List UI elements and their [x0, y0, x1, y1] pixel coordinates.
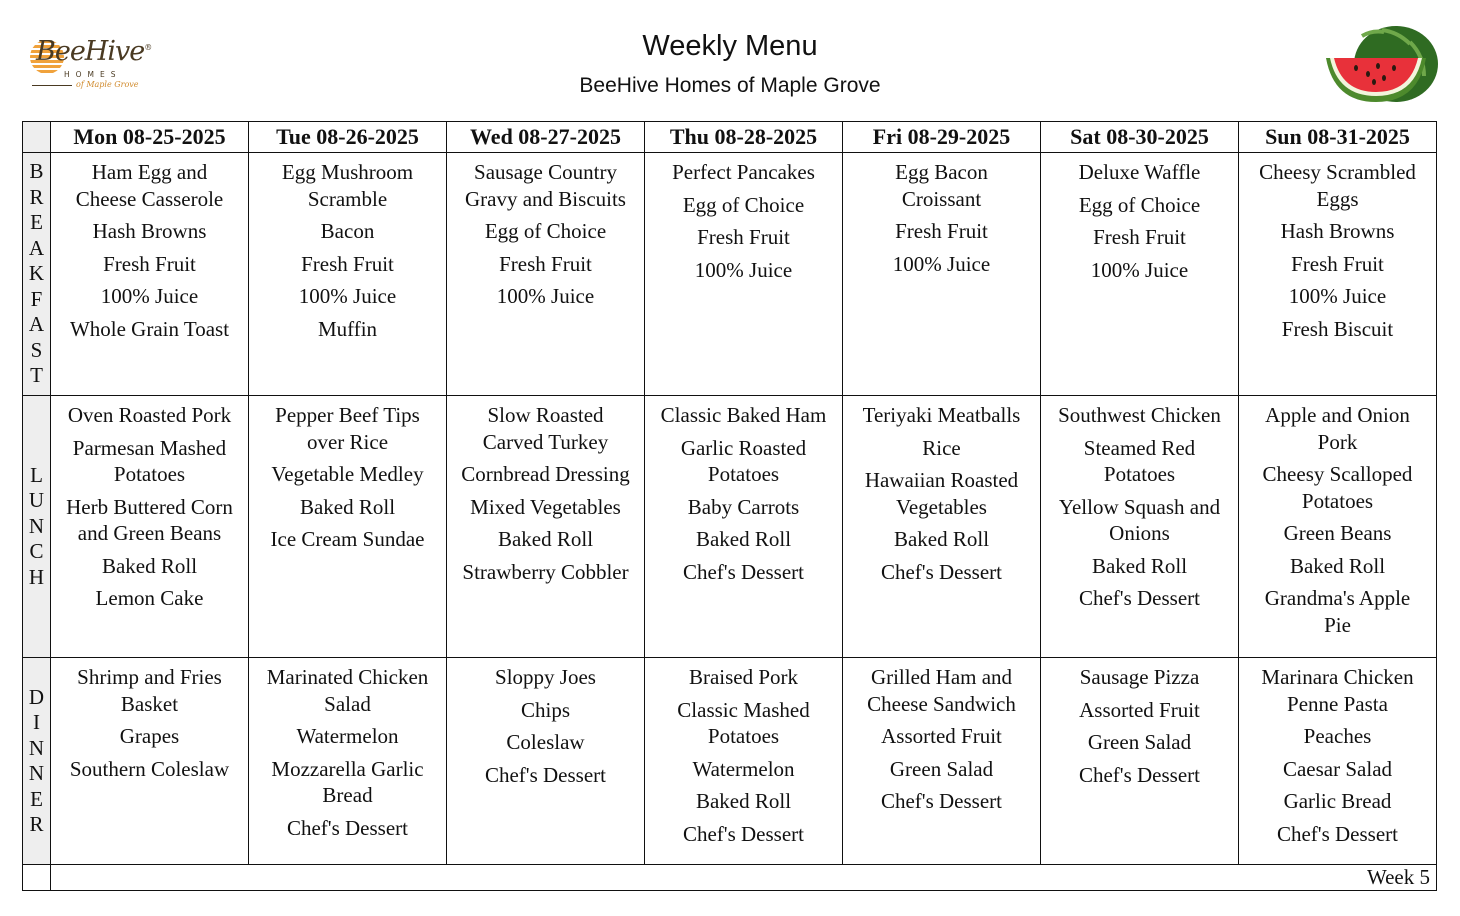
day-header-row: [23, 122, 1437, 153]
menu-cell: [843, 658, 1041, 865]
menu-cell: [51, 658, 249, 865]
menu-item: Garlic Bread: [1283, 789, 1392, 814]
menu-cell: [1041, 396, 1239, 658]
menu-item: Rice: [922, 435, 961, 460]
page-subtitle: BeeHive Homes of Maple Grove: [579, 74, 881, 97]
menu-item: Egg Bacon Croissant: [895, 160, 988, 211]
menu-cell: [249, 153, 447, 396]
menu-cell: [1041, 658, 1239, 865]
menu-item: Hash Browns: [1280, 219, 1395, 243]
menu-item: Oven Roasted Pork: [67, 403, 232, 428]
menu-item: Baked Roll: [1289, 553, 1386, 578]
watermelon-icon: [1322, 22, 1440, 106]
menu-item: Baked Roll: [101, 553, 198, 578]
menu-cell: [843, 153, 1041, 396]
menu-cell: [1239, 658, 1437, 865]
menu-item: Fresh Fruit: [499, 251, 592, 276]
menu-item: Grilled Ham and Cheese Sandwich: [867, 665, 1016, 716]
menu-item: 100% Juice: [1090, 257, 1189, 282]
menu-item: Watermelon: [692, 756, 795, 781]
logo-homes: HOMES: [64, 70, 122, 79]
menu-item: Chips: [520, 697, 570, 722]
menu-item: Fresh Fruit: [1291, 251, 1384, 276]
menu-item: Fresh Fruit: [1093, 225, 1186, 249]
menu-item: Hash Browns: [92, 219, 207, 243]
menu-item: Egg of Choice: [1078, 192, 1201, 217]
meal-row: [23, 396, 1437, 658]
menu-item: 100% Juice: [100, 284, 199, 308]
menu-item: Teriyaki Meatballs: [862, 403, 1021, 428]
menu-cell: [249, 396, 447, 658]
menu-item: Chef's Dessert: [682, 559, 804, 584]
menu-item: Marinara Chicken Penne Pasta: [1261, 665, 1414, 716]
menu-item: Mozzarella Garlic Bread: [271, 756, 424, 808]
menu-item: Marinated Chicken Salad: [266, 665, 429, 716]
menu-item: Yellow Squash and Onions: [1058, 494, 1221, 546]
menu-item: Baked Roll: [695, 527, 792, 552]
menu-item: Slow Roasted Carved Turkey: [482, 403, 609, 454]
meal-row: [23, 658, 1437, 865]
day-header: Wed 08-27-2025: [447, 122, 645, 153]
logo-brand: BeeHive®: [36, 36, 152, 67]
menu-item: Baked Roll: [893, 527, 990, 552]
logo-location: of Maple Grove: [32, 80, 139, 89]
menu-item: Garlic Roasted Potatoes: [680, 435, 807, 487]
meal-row: [23, 153, 1437, 396]
day-header: Sun 08-31-2025: [1239, 122, 1437, 153]
menu-cell: [645, 396, 843, 658]
menu-cell: [249, 658, 447, 865]
menu-item: Cornbread Dressing: [461, 462, 630, 487]
menu-item: Baked Roll: [695, 789, 792, 814]
menu-cell: [447, 153, 645, 396]
meal-label: D I N N E R: [23, 658, 51, 865]
menu-item: Ham Egg and Cheese Casserole: [75, 160, 224, 211]
menu-item: Assorted Fruit: [1079, 697, 1200, 722]
menu-item: Green Salad: [1087, 730, 1192, 755]
menu-item: Fresh Biscuit: [1281, 316, 1394, 341]
menu-item: Fresh Fruit: [895, 219, 988, 243]
menu-item: Sloppy Joes: [495, 665, 596, 690]
menu-item: Cheesy Scalloped Potatoes: [1262, 462, 1413, 513]
menu-item: Braised Pork: [688, 665, 799, 690]
menu-item: Baked Roll: [1091, 553, 1188, 578]
menu-item: Whole Grain Toast: [69, 316, 230, 341]
menu-cell: [447, 396, 645, 658]
footer-left-cell: [23, 865, 51, 891]
day-header: Sat 08-30-2025: [1041, 122, 1239, 153]
menu-item: Chef's Dessert: [880, 559, 1002, 584]
menu-item: Steamed Red Potatoes: [1083, 435, 1196, 487]
meal-label: B R E A K F A S T: [23, 153, 51, 396]
day-header: Mon 08-25-2025: [51, 122, 249, 153]
menu-item: Mixed Vegetables: [470, 494, 621, 519]
menu-item: Hawaiian Roasted Vegetables: [864, 468, 1019, 519]
menu-item: Pepper Beef Tips over Rice: [275, 403, 420, 454]
menu-item: Chef's Dessert: [484, 762, 606, 787]
menu-item: Egg of Choice: [484, 219, 607, 243]
menu-item: Lemon Cake: [95, 586, 204, 611]
menu-item: Strawberry Cobbler: [462, 559, 629, 584]
menu-item: Chef's Dessert: [1078, 586, 1200, 611]
menu-cell: [645, 658, 843, 865]
weekly-menu-table: [22, 121, 1437, 891]
menu-item: Muffin: [317, 316, 378, 341]
menu-cell: [645, 153, 843, 396]
menu-item: Watermelon: [296, 724, 399, 749]
menu-item: Cheesy Scrambled Eggs: [1259, 160, 1416, 211]
menu-item: 100% Juice: [298, 284, 397, 308]
menu-item: Southern Coleslaw: [69, 756, 230, 781]
menu-item: Vegetable Medley: [271, 462, 424, 487]
menu-item: Fresh Fruit: [301, 251, 394, 276]
menu-item: 100% Juice: [892, 251, 991, 276]
menu-item: Egg Mushroom Scramble: [281, 160, 414, 211]
day-header: Tue 08-26-2025: [249, 122, 447, 153]
menu-item: 100% Juice: [496, 284, 595, 308]
menu-item: Fresh Fruit: [697, 225, 790, 249]
menu-item: Green Salad: [889, 756, 994, 781]
menu-item: Herb Buttered Corn and Green Beans: [66, 494, 233, 546]
menu-cell: [1041, 153, 1239, 396]
meal-label: L U N C H: [23, 396, 51, 658]
menu-item: Grandma's Apple Pie: [1264, 586, 1411, 637]
menu-item: Ice Cream Sundae: [270, 527, 425, 552]
menu-item: Green Beans: [1283, 521, 1392, 546]
menu-item: Bacon: [320, 219, 375, 243]
menu-cell: [843, 396, 1041, 658]
menu-item: Caesar Salad: [1282, 756, 1393, 781]
menu-item: Chef's Dessert: [682, 821, 804, 846]
menu-item: Grapes: [119, 724, 180, 749]
menu-item: Egg of Choice: [682, 192, 805, 217]
menu-item: Baked Roll: [497, 527, 594, 552]
menu-item: Chef's Dessert: [880, 789, 1002, 814]
menu-item: Southwest Chicken: [1058, 403, 1221, 428]
day-header: Thu 08-28-2025: [645, 122, 843, 153]
menu-item: Baby Carrots: [687, 494, 800, 519]
menu-item: Shrimp and Fries Basket: [77, 665, 222, 716]
menu-item: Sausage Country Gravy and Biscuits: [465, 160, 626, 211]
corner-cell: [23, 122, 51, 153]
menu-item: 100% Juice: [1288, 284, 1387, 308]
menu-cell: [51, 396, 249, 658]
footer-row: [23, 865, 1437, 891]
menu-item: Classic Mashed Potatoes: [677, 697, 810, 749]
menu-item: Coleslaw: [506, 730, 585, 755]
menu-item: Classic Baked Ham: [660, 403, 827, 428]
menu-item: Deluxe Waffle: [1078, 160, 1201, 184]
menu-item: Perfect Pancakes: [672, 160, 815, 184]
menu-item: Peaches: [1303, 724, 1372, 749]
day-header: Fri 08-29-2025: [843, 122, 1041, 153]
menu-cell: [1239, 396, 1437, 658]
menu-cell: [51, 153, 249, 396]
menu-cell: [1239, 153, 1437, 396]
menu-item: Sausage Pizza: [1079, 665, 1200, 690]
week-label: Week 5: [51, 865, 1437, 891]
menu-item: Parmesan Mashed Potatoes: [72, 435, 227, 487]
menu-cell: [447, 658, 645, 865]
menu-item: Apple and Onion Pork: [1265, 403, 1410, 454]
menu-item: 100% Juice: [694, 257, 793, 282]
menu-item: Fresh Fruit: [103, 251, 196, 276]
menu-item: Assorted Fruit: [881, 724, 1002, 749]
menu-item: Chef's Dessert: [1078, 762, 1200, 787]
menu-item: Chef's Dessert: [286, 815, 408, 840]
menu-item: Chef's Dessert: [1276, 821, 1398, 846]
menu-item: Baked Roll: [299, 494, 396, 519]
page-title: Weekly Menu: [642, 30, 818, 62]
